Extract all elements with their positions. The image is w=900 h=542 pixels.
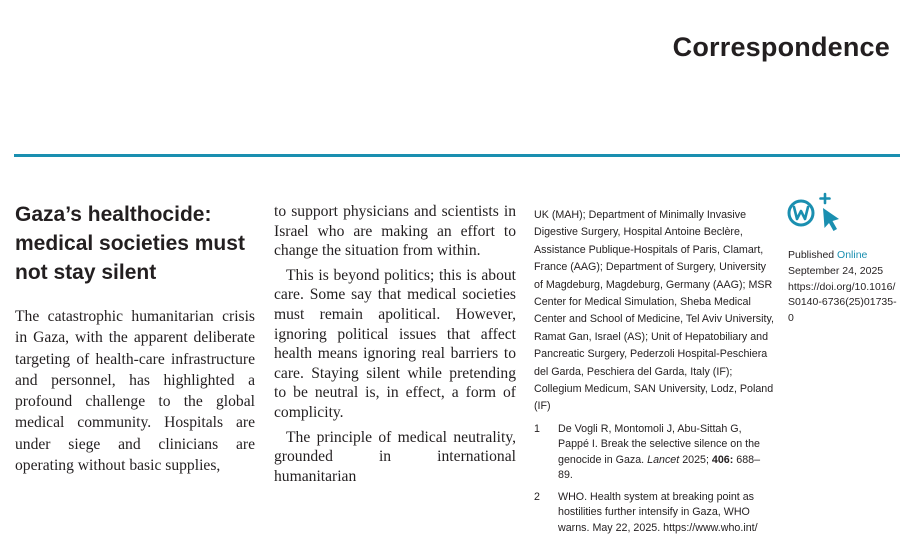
- reference-number: 1: [534, 422, 540, 435]
- check-for-updates-icon[interactable]: [786, 192, 844, 232]
- article-body-col2: [274, 202, 516, 491]
- headline-line-2: medical societies must: [15, 232, 245, 255]
- reference-volume: 406:: [711, 453, 734, 466]
- paragraph-3: The principle of medical neutrality, grounded in international humanitarian: [274, 428, 516, 485]
- logo-w-glyph: [794, 207, 808, 219]
- reference-pages: 688–89.: [558, 453, 761, 482]
- header-rule: [14, 154, 900, 157]
- reference-journal: Lancet: [647, 453, 680, 466]
- reference-item: [534, 490, 774, 537]
- article-headline: [15, 200, 265, 287]
- affiliations: UK (MAH); Department of Minimally Invasive Digestive Surgery, Hospital Antoine Beclère, Assistance Publique-Hospitals of Paris, Clamart, France (AAG); Department of Surgery, University of Magdeburg, Magdeburg, Germany (AAG); MSR Center for Medical Simulation, Sheba Medical Center and School of Medicine, Tel Aviv University, Ramat Gan, Israel (AS); Unit of Hepatobiliary and Pancreatic Surgery, Pederzoli Hospital-Peschiera del Garda, Peschiera del Garda, Italy (IF); Collegium Medicum, SAN University, Lodz, Poland (IF): [534, 209, 774, 413]
- paragraph-2: This is beyond politics; this is about care. Some say that medical societies must remain apolitical. However, ignoring political issues that affect health means ignoring real barriers to care. Staying silent while pretending to be neutral is, in effect, a form of complicity.: [274, 266, 516, 421]
- online-label: Online: [837, 249, 868, 261]
- published-line: [788, 248, 900, 264]
- publication-date: September 24, 2025: [788, 264, 884, 277]
- paragraph-1: to support physicians and scientists in Israel who are making an effort to change the situation from within.: [274, 203, 516, 260]
- doi-link-line1[interactable]: https://doi.org/10.1016/: [788, 280, 896, 293]
- logo-plus: [821, 194, 830, 203]
- article-body-col1: The catastrophic humanitarian crisis in Gaza, with the apparent deliberate targeting of health-care infrastructure and personnel, has highlighted a profound challenge to the global medical community. Hospitals are under siege and clinicians are operating without basic supplies,: [15, 308, 255, 475]
- section-title: Correspondence: [672, 32, 890, 62]
- reference-text: WHO. Health system at breaking point as hostilities further intensify in Gaza, WHO warns. May 22, 2025. https://www.who.int/: [558, 490, 758, 534]
- doi-link-line2[interactable]: S0140-6736(25)01735-0: [788, 296, 897, 325]
- reference-authors-title: De Vogli R, Montomoli J, Abu-Sittah G, Pappé I. Break the selective silence on the genocide in Gaza.: [558, 422, 760, 466]
- published-label: Published: [788, 249, 838, 261]
- reference-item: [534, 422, 774, 484]
- references-list: [534, 422, 774, 537]
- reference-number: 2: [534, 490, 540, 503]
- affiliations-references: [534, 207, 774, 542]
- cursor-arrow-icon: [823, 208, 839, 231]
- publication-info: [788, 248, 900, 327]
- reference-year: 2025;: [679, 453, 712, 466]
- headline-line-3: not stay silent: [15, 261, 157, 284]
- headline-line-1: Gaza’s healthocide:: [15, 203, 212, 226]
